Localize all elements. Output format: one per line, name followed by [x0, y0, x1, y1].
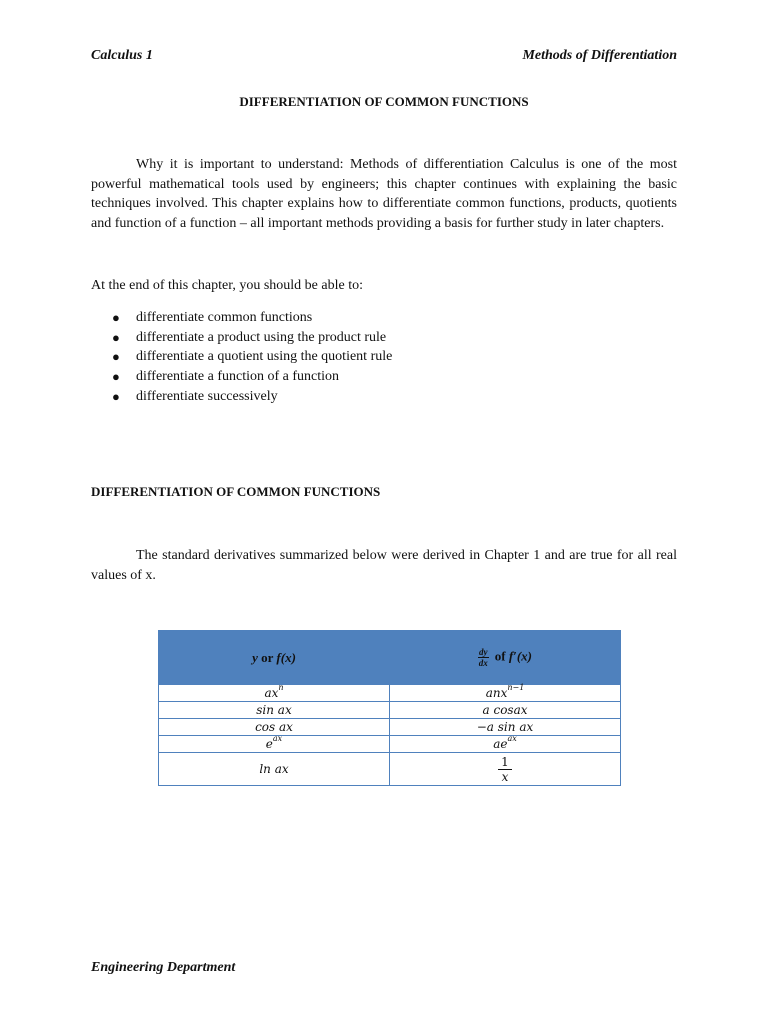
list-item: ● differentiate a function of a function [91, 367, 392, 387]
table-cell-function: $e^{ax}$ [159, 736, 390, 753]
table-cell-derivative: $ae^{ax}$ [390, 736, 621, 753]
table-cell-derivative [390, 753, 621, 786]
bullet-icon: ● [112, 369, 120, 385]
list-item: ● differentiate common functions [91, 308, 392, 328]
table-cell-derivative: a cosax [390, 702, 621, 719]
table-cell-function: $ax^n$ [159, 685, 390, 702]
table-header-row [159, 631, 621, 685]
table-row [159, 702, 621, 719]
footer-department: Engineering Department [91, 960, 236, 975]
section-paragraph: The standard derivatives summarized below were derived in Chapter 1 and are true for all real values of x. [91, 548, 677, 583]
table-row [159, 753, 621, 786]
intro-paragraph: Why it is important to understand: Methods of differentiation Calculus is one of the most powerful mathematical tools used by engineers; this chapter continues with explaining the basic techniques involved. This chapter explains how to differentiate common functions, products, quotients and function of a function – all important methods providing a basis for further study in later chapters. [91, 157, 677, 231]
table-cell-derivative: anx$^{n-1}$ [390, 685, 621, 702]
objectives-list [91, 308, 392, 407]
bullet-icon: ● [112, 349, 120, 365]
header-chapter-title: Methods of Differentiation [522, 48, 677, 63]
column-header-function: y or f(x) [159, 631, 390, 685]
derivatives-table [158, 630, 621, 786]
list-item: ● differentiate a product using the product rule [91, 328, 392, 348]
table-cell-derivative: −a sin ax [390, 719, 621, 736]
objectives-intro: At the end of this chapter, you should be able to: [91, 278, 363, 293]
bullet-icon: ● [112, 310, 120, 325]
list-item: ● differentiate successively [91, 387, 392, 407]
bullet-icon: ● [112, 329, 120, 345]
section-title: DIFFERENTIATION OF COMMON FUNCTIONS [91, 484, 381, 499]
table-cell-function: sin ax [159, 702, 390, 719]
table-row [159, 685, 621, 702]
bullet-icon: ● [112, 388, 120, 404]
page-title: DIFFERENTIATION OF COMMON FUNCTIONS [239, 94, 529, 109]
table-row [159, 719, 621, 736]
header-course-title: Calculus 1 [91, 48, 153, 63]
table-cell-function: cos ax [159, 719, 390, 736]
one-over-x-fraction: $\frac{1}{x}$ [498, 755, 512, 784]
column-header-derivative: $\frac{dy}{dx}$ of f′(x) [390, 631, 621, 685]
table-cell-function: ln ax [159, 753, 390, 786]
list-item: ● differentiate a quotient using the quotient rule [91, 347, 392, 367]
table-row [159, 736, 621, 753]
dy-dx-fraction: $\frac{dy}{dx}$ [478, 647, 488, 668]
